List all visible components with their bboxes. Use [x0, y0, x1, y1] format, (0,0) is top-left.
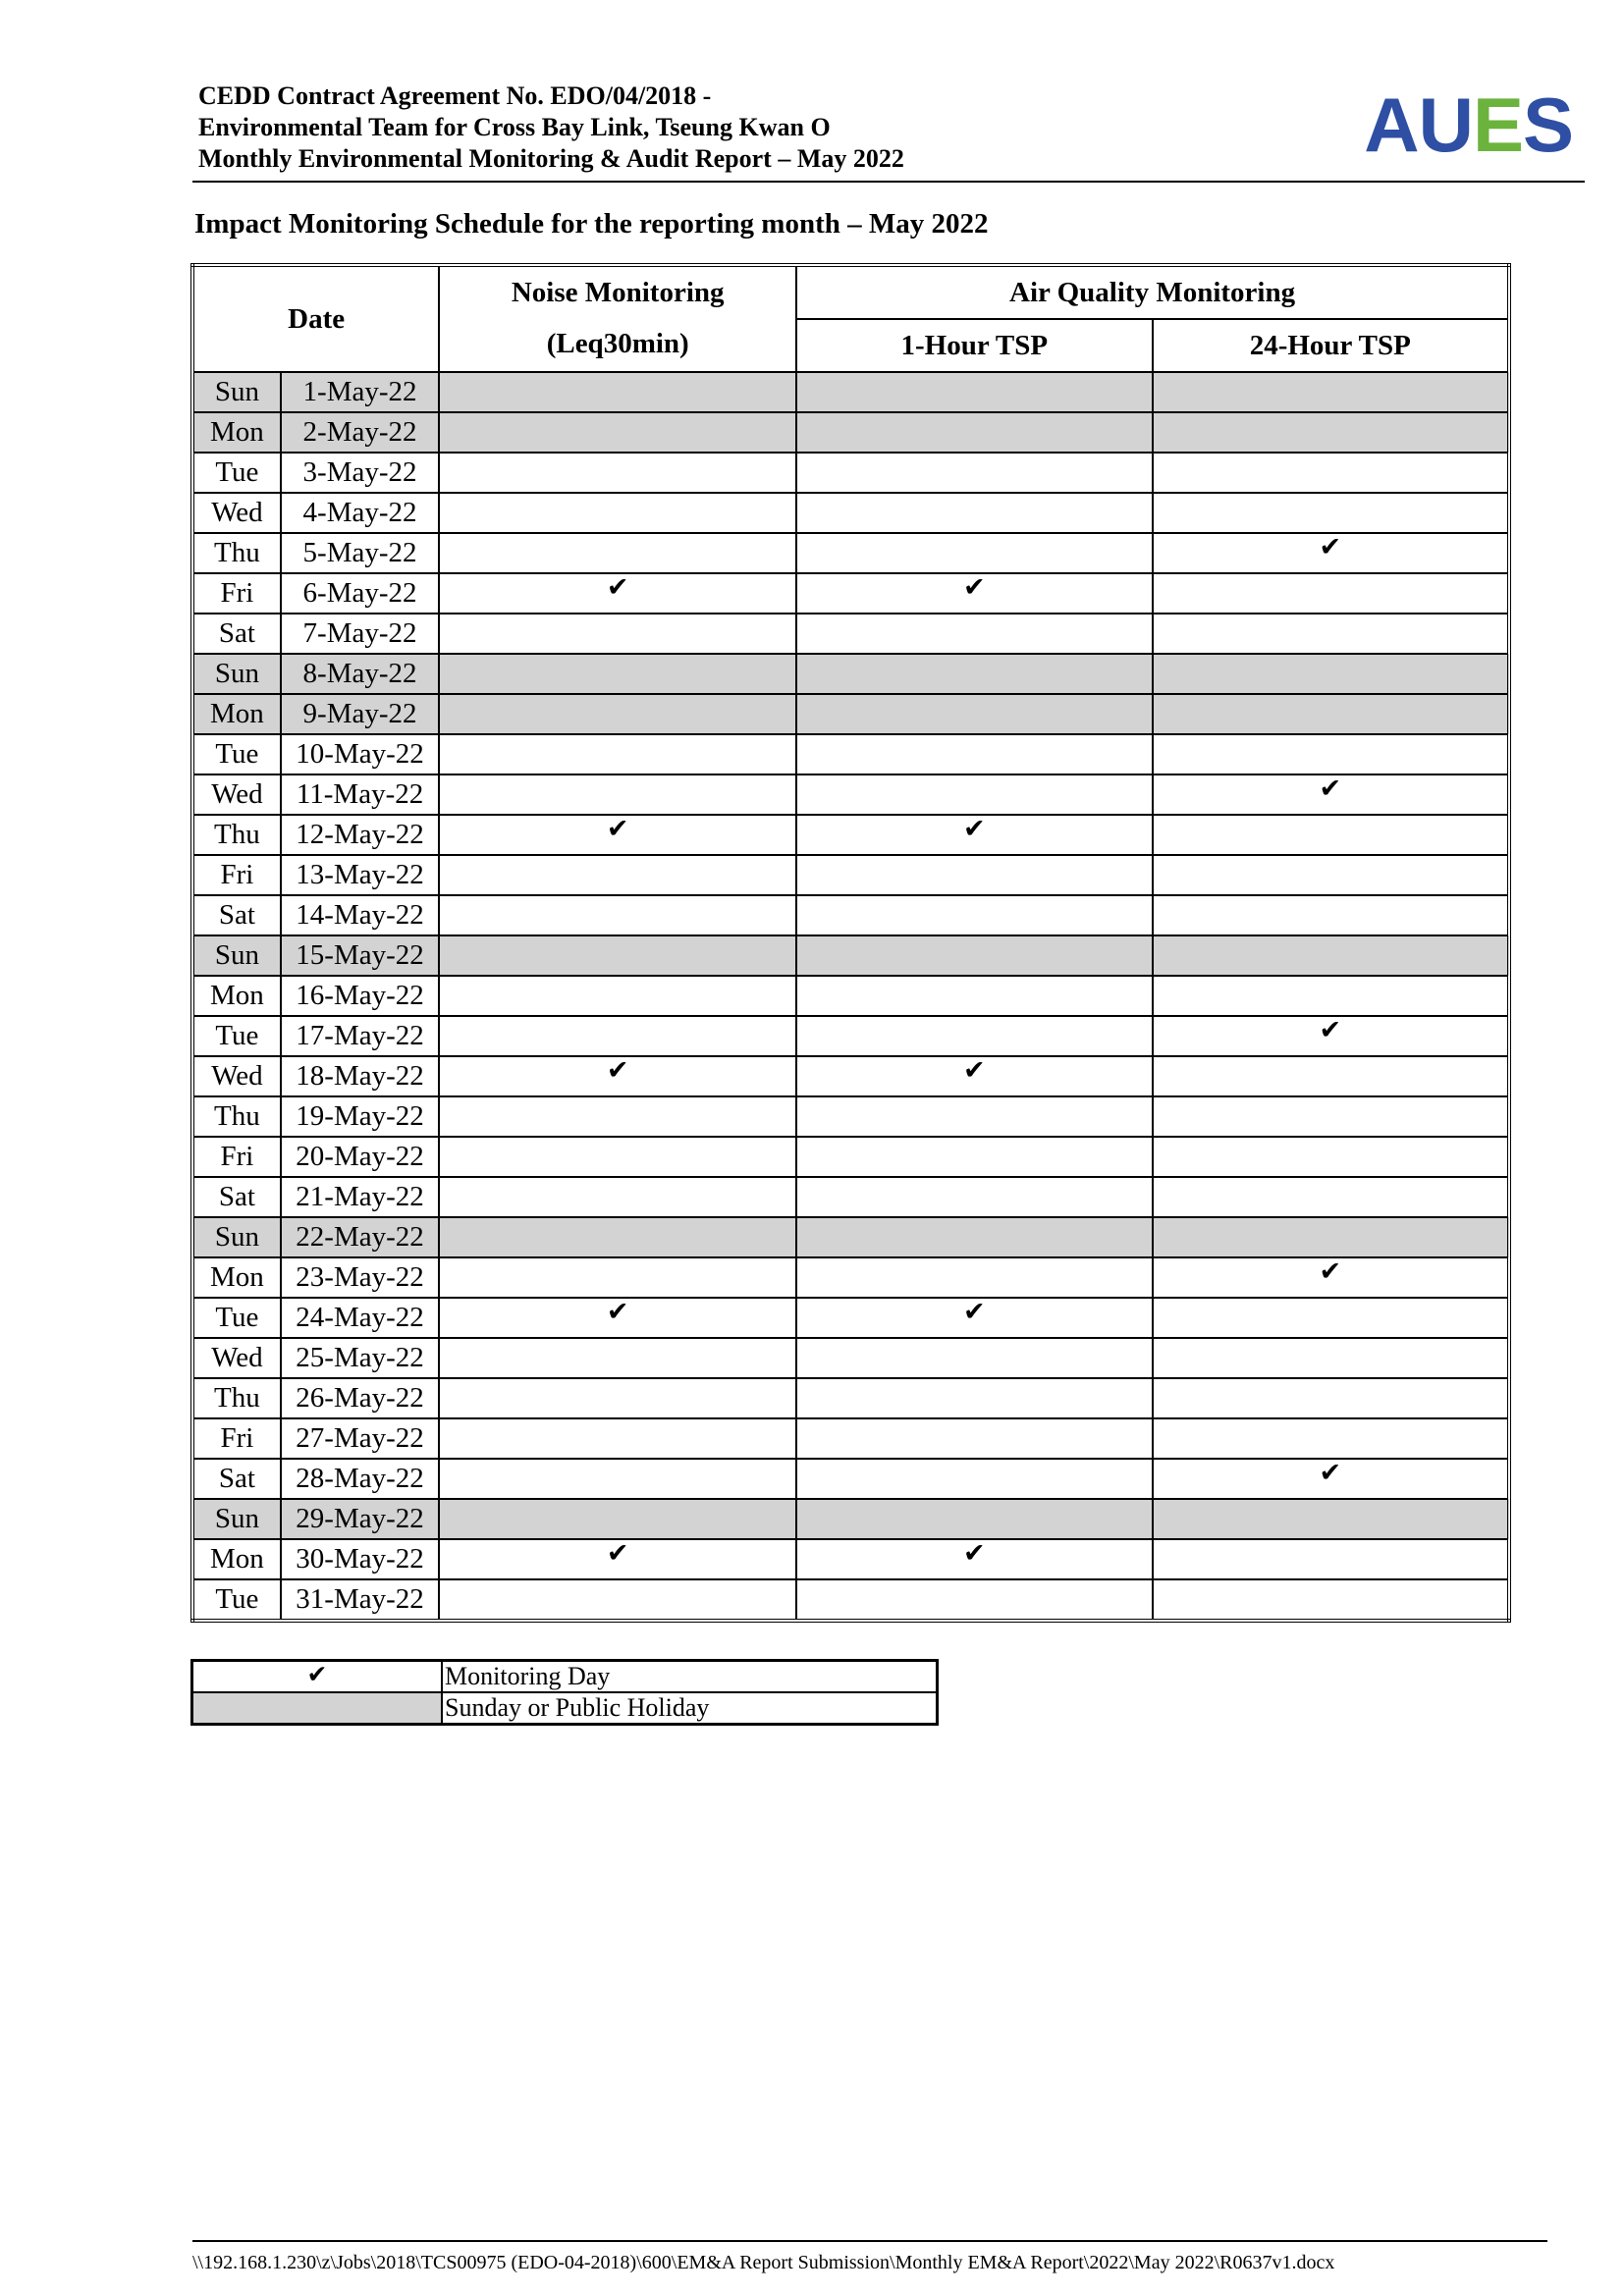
date-cell: 7-May-22: [281, 614, 439, 654]
header-date: Date: [192, 265, 439, 372]
header-team-line: Environmental Team for Cross Bay Link, Tseung Kwan O: [198, 113, 831, 141]
date-cell: 22-May-22: [281, 1217, 439, 1257]
date-cell: 20-May-22: [281, 1137, 439, 1177]
noise-cell: [439, 1338, 796, 1378]
table-row: [192, 573, 1509, 614]
noise-cell: [439, 1177, 796, 1217]
table-row: [192, 654, 1509, 694]
day-cell: Wed: [192, 1056, 281, 1096]
date-cell: 10-May-22: [281, 734, 439, 774]
legend-monitoring-label: Monitoring Day: [442, 1661, 938, 1693]
table-row: [192, 412, 1509, 453]
noise-cell: [439, 1137, 796, 1177]
header-noise-title: Noise Monitoring: [511, 277, 725, 308]
day-cell: Mon: [192, 694, 281, 734]
tsp24-cell: [1153, 855, 1509, 895]
aues-logo: [1364, 81, 1573, 168]
tsp24-cell: [1153, 412, 1509, 453]
day-cell: Fri: [192, 1418, 281, 1459]
check-icon: ✔: [963, 1055, 986, 1086]
day-cell: Sun: [192, 935, 281, 976]
tsp24-cell: [1153, 1418, 1509, 1459]
noise-cell: [439, 976, 796, 1016]
day-cell: Wed: [192, 493, 281, 533]
noise-cell: [439, 1499, 796, 1539]
table-row: [192, 372, 1509, 412]
tsp1-cell: [796, 533, 1152, 573]
noise-cell: [439, 1418, 796, 1459]
tsp24-cell: [1153, 1378, 1509, 1418]
date-cell: 24-May-22: [281, 1298, 439, 1338]
noise-cell: [439, 533, 796, 573]
tsp1-cell: [796, 412, 1152, 453]
tsp1-cell: [796, 1579, 1152, 1621]
date-cell: 21-May-22: [281, 1177, 439, 1217]
table-row: [192, 1177, 1509, 1217]
tsp24-cell: [1153, 573, 1509, 614]
tsp1-cell: [796, 1298, 1152, 1338]
day-cell: Wed: [192, 774, 281, 815]
check-icon: ✔: [963, 814, 986, 844]
check-icon: ✔: [606, 572, 629, 603]
day-cell: Sat: [192, 614, 281, 654]
date-cell: 14-May-22: [281, 895, 439, 935]
noise-cell: [439, 412, 796, 453]
noise-cell: [439, 1539, 796, 1579]
tsp24-cell: [1153, 614, 1509, 654]
table-row: [192, 1338, 1509, 1378]
day-cell: Thu: [192, 1378, 281, 1418]
tsp24-cell: [1153, 815, 1509, 855]
date-cell: 26-May-22: [281, 1378, 439, 1418]
tsp1-cell: [796, 1056, 1152, 1096]
day-cell: Sun: [192, 1217, 281, 1257]
tsp1-cell: [796, 573, 1152, 614]
legend-shade-swatch: [192, 1692, 443, 1725]
legend-row-holiday: [192, 1692, 938, 1725]
day-cell: Wed: [192, 1338, 281, 1378]
tsp24-cell: [1153, 935, 1509, 976]
header-contract-line: CEDD Contract Agreement No. EDO/04/2018 -: [198, 81, 712, 110]
day-cell: Thu: [192, 533, 281, 573]
tsp24-cell: [1153, 1499, 1509, 1539]
date-cell: 9-May-22: [281, 694, 439, 734]
noise-cell: [439, 855, 796, 895]
tsp1-cell: [796, 614, 1152, 654]
tsp24-cell: [1153, 533, 1509, 573]
noise-cell: [439, 1459, 796, 1499]
noise-cell: [439, 573, 796, 614]
day-cell: Sun: [192, 1499, 281, 1539]
table-row: [192, 493, 1509, 533]
day-cell: Fri: [192, 855, 281, 895]
tsp1-cell: [796, 1539, 1152, 1579]
date-cell: 6-May-22: [281, 573, 439, 614]
tsp1-cell: [796, 654, 1152, 694]
tsp24-cell: [1153, 372, 1509, 412]
day-cell: Tue: [192, 1579, 281, 1621]
tsp1-cell: [796, 1459, 1152, 1499]
noise-cell: [439, 935, 796, 976]
noise-cell: [439, 654, 796, 694]
header-24hour-tsp: 24-Hour TSP: [1153, 319, 1509, 372]
tsp24-cell: [1153, 895, 1509, 935]
day-cell: Sat: [192, 1177, 281, 1217]
day-cell: Mon: [192, 976, 281, 1016]
noise-cell: [439, 1217, 796, 1257]
check-icon: ✔: [606, 814, 629, 844]
noise-cell: [439, 1257, 796, 1298]
header-text: [198, 80, 904, 175]
tsp24-cell: [1153, 734, 1509, 774]
check-icon: ✔: [1319, 1256, 1342, 1287]
tsp24-cell: [1153, 654, 1509, 694]
table-row: [192, 734, 1509, 774]
check-icon: ✔: [606, 1538, 629, 1569]
table-row: [192, 694, 1509, 734]
tsp24-cell: [1153, 1459, 1509, 1499]
table-row: [192, 1378, 1509, 1418]
tsp24-cell: [1153, 1016, 1509, 1056]
tsp24-cell: [1153, 694, 1509, 734]
tsp1-cell: [796, 1338, 1152, 1378]
tsp1-cell: [796, 774, 1152, 815]
table-row: [192, 935, 1509, 976]
day-cell: Mon: [192, 1257, 281, 1298]
tsp1-cell: [796, 935, 1152, 976]
table-row: [192, 1539, 1509, 1579]
noise-cell: [439, 774, 796, 815]
date-cell: 23-May-22: [281, 1257, 439, 1298]
check-icon: ✔: [606, 1055, 629, 1086]
footer-file-path: \\192.168.1.230\z\Jobs\2018\TCS00975 (EDO-04-2018)\600\EM&A Report Submission\Monthly EM&A Report\2022\May 2022\R0637v1.docx: [192, 2240, 1547, 2274]
logo-text-s: S: [1522, 81, 1573, 168]
tsp1-cell: [796, 815, 1152, 855]
day-cell: Sun: [192, 372, 281, 412]
day-cell: Mon: [192, 1539, 281, 1579]
check-icon: ✔: [1319, 532, 1342, 562]
tsp1-cell: [796, 694, 1152, 734]
legend-holiday-label: Sunday or Public Holiday: [442, 1692, 938, 1725]
header-noise: [439, 265, 796, 372]
noise-cell: [439, 895, 796, 935]
tsp1-cell: [796, 1137, 1152, 1177]
date-cell: 31-May-22: [281, 1579, 439, 1621]
monitoring-schedule-table: [190, 263, 1511, 1623]
day-cell: Tue: [192, 1298, 281, 1338]
tsp24-cell: [1153, 774, 1509, 815]
day-cell: Tue: [192, 1016, 281, 1056]
tsp24-cell: [1153, 1257, 1509, 1298]
table-row: [192, 533, 1509, 573]
tsp1-cell: [796, 734, 1152, 774]
day-cell: Thu: [192, 815, 281, 855]
noise-cell: [439, 1016, 796, 1056]
date-cell: 8-May-22: [281, 654, 439, 694]
table-row: [192, 774, 1509, 815]
date-cell: 29-May-22: [281, 1499, 439, 1539]
table-row: [192, 453, 1509, 493]
check-icon: ✔: [1319, 1015, 1342, 1045]
header-noise-sub: (Leq30min): [546, 328, 689, 359]
date-cell: 27-May-22: [281, 1418, 439, 1459]
day-cell: Thu: [192, 1096, 281, 1137]
noise-cell: [439, 734, 796, 774]
date-cell: 28-May-22: [281, 1459, 439, 1499]
page-header: [192, 77, 1585, 183]
day-cell: Sat: [192, 1459, 281, 1499]
day-cell: Sat: [192, 895, 281, 935]
tsp24-cell: [1153, 1096, 1509, 1137]
tsp1-cell: [796, 1499, 1152, 1539]
table-row: [192, 1217, 1509, 1257]
tsp1-cell: [796, 453, 1152, 493]
tsp24-cell: [1153, 1579, 1509, 1621]
date-cell: 2-May-22: [281, 412, 439, 453]
day-cell: Fri: [192, 573, 281, 614]
check-icon: ✔: [1319, 1458, 1342, 1488]
noise-cell: [439, 453, 796, 493]
tsp1-cell: [796, 1177, 1152, 1217]
noise-cell: [439, 1378, 796, 1418]
tsp24-cell: [1153, 1338, 1509, 1378]
day-cell: Sun: [192, 654, 281, 694]
day-cell: Mon: [192, 412, 281, 453]
date-cell: 4-May-22: [281, 493, 439, 533]
table-row: [192, 976, 1509, 1016]
date-cell: 5-May-22: [281, 533, 439, 573]
check-icon: ✔: [606, 1297, 629, 1327]
date-cell: 19-May-22: [281, 1096, 439, 1137]
tsp1-cell: [796, 895, 1152, 935]
tsp1-cell: [796, 1217, 1152, 1257]
table-row: [192, 1056, 1509, 1096]
tsp1-cell: [796, 372, 1152, 412]
table-row: [192, 1459, 1509, 1499]
noise-cell: [439, 815, 796, 855]
date-cell: 11-May-22: [281, 774, 439, 815]
header-1hour-tsp: 1-Hour TSP: [796, 319, 1152, 372]
check-icon: ✔: [192, 1661, 443, 1693]
noise-cell: [439, 694, 796, 734]
tsp1-cell: [796, 1016, 1152, 1056]
check-icon: ✔: [1319, 774, 1342, 804]
noise-cell: [439, 614, 796, 654]
legend-row-monitoring: [192, 1661, 938, 1693]
date-cell: 18-May-22: [281, 1056, 439, 1096]
noise-cell: [439, 1298, 796, 1338]
day-cell: Tue: [192, 734, 281, 774]
table-row: [192, 1499, 1509, 1539]
noise-cell: [439, 493, 796, 533]
tsp1-cell: [796, 1418, 1152, 1459]
date-cell: 3-May-22: [281, 453, 439, 493]
table-row: [192, 1096, 1509, 1137]
tsp24-cell: [1153, 1298, 1509, 1338]
tsp24-cell: [1153, 1137, 1509, 1177]
tsp24-cell: [1153, 1217, 1509, 1257]
tsp24-cell: [1153, 453, 1509, 493]
table-row: [192, 1418, 1509, 1459]
check-icon: ✔: [963, 1297, 986, 1327]
table-row: [192, 614, 1509, 654]
date-cell: 12-May-22: [281, 815, 439, 855]
legend-table: [190, 1659, 939, 1726]
schedule-body: [192, 372, 1509, 1621]
day-cell: Fri: [192, 1137, 281, 1177]
noise-cell: [439, 372, 796, 412]
tsp1-cell: [796, 493, 1152, 533]
tsp24-cell: [1153, 1539, 1509, 1579]
tsp24-cell: [1153, 1056, 1509, 1096]
header-air-quality: Air Quality Monitoring: [796, 265, 1509, 319]
date-cell: 15-May-22: [281, 935, 439, 976]
table-row: [192, 1579, 1509, 1621]
check-icon: ✔: [963, 1538, 986, 1569]
tsp24-cell: [1153, 1177, 1509, 1217]
table-row: [192, 1257, 1509, 1298]
table-row: [192, 855, 1509, 895]
tsp1-cell: [796, 855, 1152, 895]
date-cell: 13-May-22: [281, 855, 439, 895]
table-row: [192, 1137, 1509, 1177]
header-report-line: Monthly Environmental Monitoring & Audit Report – May 2022: [198, 144, 904, 173]
date-cell: 30-May-22: [281, 1539, 439, 1579]
tsp24-cell: [1153, 493, 1509, 533]
check-icon: ✔: [963, 572, 986, 603]
tsp1-cell: [796, 1257, 1152, 1298]
logo-text-au: AU: [1364, 81, 1473, 168]
table-row: [192, 815, 1509, 855]
noise-cell: [439, 1056, 796, 1096]
section-title: Impact Monitoring Schedule for the reporting month – May 2022: [194, 208, 989, 240]
date-cell: 1-May-22: [281, 372, 439, 412]
day-cell: Tue: [192, 453, 281, 493]
date-cell: 16-May-22: [281, 976, 439, 1016]
noise-cell: [439, 1096, 796, 1137]
table-row: [192, 1016, 1509, 1056]
noise-cell: [439, 1579, 796, 1621]
tsp1-cell: [796, 1096, 1152, 1137]
table-row: [192, 1298, 1509, 1338]
date-cell: 25-May-22: [281, 1338, 439, 1378]
tsp1-cell: [796, 1378, 1152, 1418]
date-cell: 17-May-22: [281, 1016, 439, 1056]
tsp24-cell: [1153, 976, 1509, 1016]
logo-text-e: E: [1472, 81, 1523, 168]
tsp1-cell: [796, 976, 1152, 1016]
table-row: [192, 895, 1509, 935]
